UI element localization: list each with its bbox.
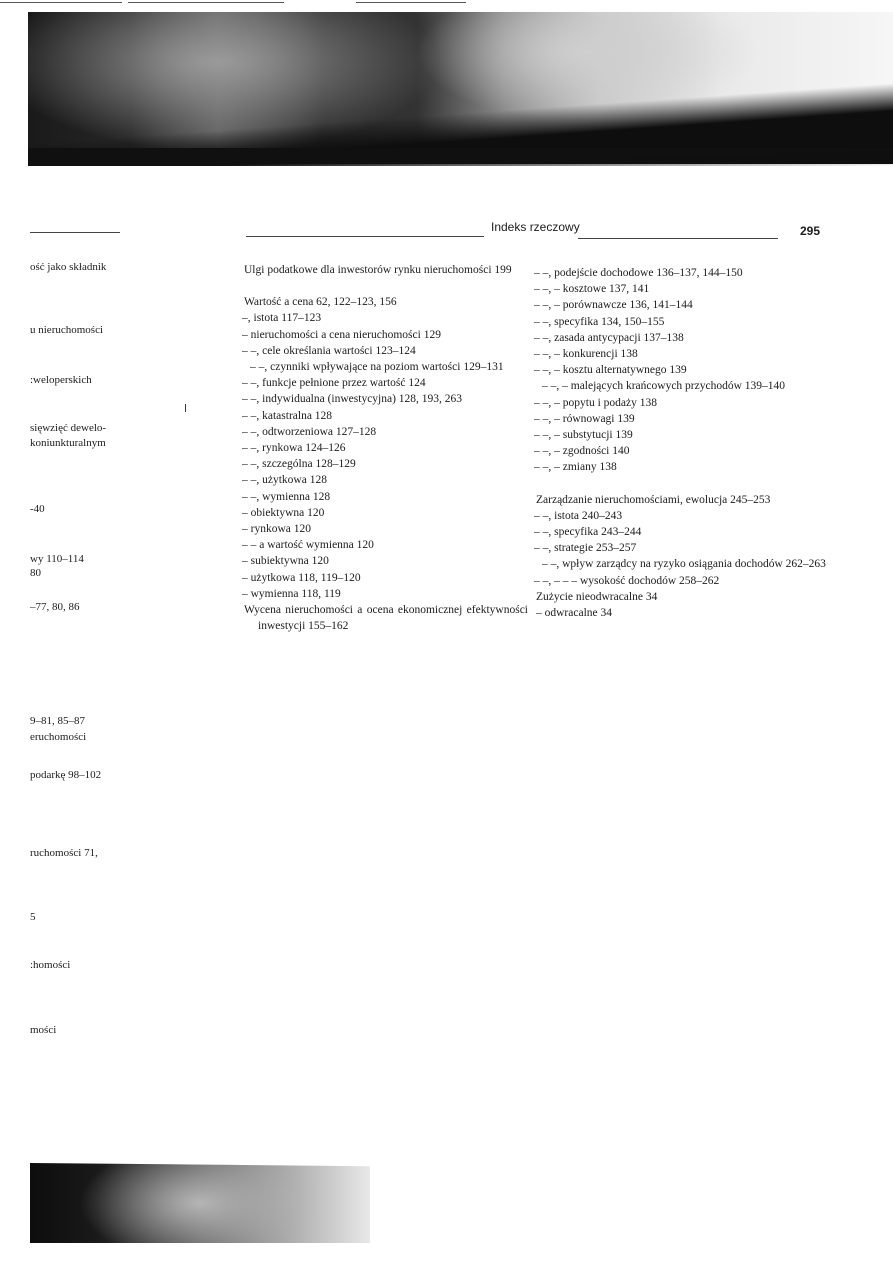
index-entry: – rynkowa 120 xyxy=(242,523,311,536)
index-entry: – –, odtworzeniowa 127–128 xyxy=(242,425,377,438)
index-entry: – –, funkcje pełnione przez wartość 124 xyxy=(242,377,426,390)
index-entry: Wartość a cena 62, 122–123, 156 xyxy=(244,296,397,309)
index-entry: – –, – równowagi 139 xyxy=(534,412,635,425)
index-entry: – –, – kosztowe 137, 141 xyxy=(534,283,650,296)
index-entry: – –, użytkowa 128 xyxy=(242,474,327,487)
fragment-line: :weloperskich xyxy=(30,374,92,386)
index-entry: – –, – kosztu alternatywnego 139 xyxy=(534,364,687,377)
fragment-line: eruchomości xyxy=(30,731,87,743)
index-entry: – –, – zgodności 140 xyxy=(534,445,630,458)
fragment-line: koniunkturalnym xyxy=(30,437,106,449)
scan-shadow-bottom xyxy=(30,1163,370,1243)
index-entry: – –, – popytu i podaży 138 xyxy=(534,396,657,409)
fragment-line: ruchomości 71, xyxy=(30,847,98,859)
index-entry: – –, specyfika 134, 150–155 xyxy=(534,315,665,328)
index-column-middle xyxy=(244,262,528,634)
index-entry: Ulgi podatkowe dla inwestorów rynku nieruchomości 199 xyxy=(244,264,512,276)
index-entry: – –, – konkurencji 138 xyxy=(534,348,638,361)
stray-mark xyxy=(185,404,186,412)
index-entry: – –, – substytucji 139 xyxy=(534,429,633,442)
header-rule-center xyxy=(246,236,484,237)
index-entry: – –, wpływ zarządcy na ryzyko osiągania dochodów 262–263 xyxy=(542,558,826,571)
index-entry: – –, – zmiany 138 xyxy=(534,461,617,474)
fragment-line: –77, 80, 86 xyxy=(30,601,80,613)
running-title: Indeks rzeczowy xyxy=(491,220,580,234)
index-entry: – –, indywidualna (inwestycyjna) 128, 193, 263 xyxy=(242,393,463,406)
fragment-line: wy 110–114 xyxy=(30,553,84,565)
index-entry: – użytkowa 118, 119–120 xyxy=(242,571,361,584)
fragment-line: 9–81, 85–87 xyxy=(30,715,85,727)
index-entry: – obiektywna 120 xyxy=(242,506,325,519)
scan-shadow-top xyxy=(28,12,893,164)
index-entry: – –, rynkowa 124–126 xyxy=(242,442,346,455)
index-entry: – subiektywna 120 xyxy=(242,555,329,568)
index-entry: – –, istota 240–243 xyxy=(534,509,623,522)
fragment-line: mości xyxy=(30,1024,57,1036)
index-entry: – –, szczególna 128–129 xyxy=(242,458,356,471)
index-entry: – –, cele określania wartości 123–124 xyxy=(242,344,416,357)
index-entry: – –, katastralna 128 xyxy=(242,409,333,422)
index-entry: – –, – malejących krańcowych przychodów 139–140 xyxy=(542,380,786,393)
scan-edge-line xyxy=(128,2,284,3)
fragment-line: :homości xyxy=(30,959,71,971)
index-entry: – –, – – – wysokość dochodów 258–262 xyxy=(534,574,720,587)
index-entry: – –, czynniki wpływające na poziom wartości 129–131 xyxy=(250,361,504,374)
fragment-line: sięwzięć dewelo- xyxy=(30,422,107,434)
scan-edge-line xyxy=(0,2,122,3)
index-entry: – –, – porównawcze 136, 141–144 xyxy=(534,299,693,312)
index-entry: Zarządzanie nieruchomościami, ewolucja 245–253 xyxy=(536,493,771,506)
fragment-line: ość jako składnik xyxy=(30,261,107,273)
index-entry: – wymienna 118, 119 xyxy=(242,587,341,600)
index-entry: –, istota 117–123 xyxy=(242,312,322,325)
index-entry: Zużycie nieodwracalne 34 xyxy=(536,590,658,603)
index-entry: – –, wymienna 128 xyxy=(242,490,331,503)
index-column-right xyxy=(536,265,836,621)
header-rule-left xyxy=(30,232,120,233)
index-entry: – –, strategie 253–257 xyxy=(534,542,637,555)
page-number: 295 xyxy=(800,224,821,238)
index-entry: – –, specyfika 243–244 xyxy=(534,526,642,539)
scan-edge-line xyxy=(356,2,466,3)
fragment-line: podarkę 98–102 xyxy=(30,769,102,781)
fragment-line: 80 xyxy=(30,567,41,579)
fragment-line: u nieruchomości xyxy=(30,324,104,336)
scan-shadow-top-edge xyxy=(28,148,893,166)
index-entry: – nieruchomości a cena nieruchomości 129 xyxy=(242,328,441,341)
index-entry: – – a wartość wymienna 120 xyxy=(242,539,374,552)
index-entry: – odwracalne 34 xyxy=(536,607,612,620)
index-entry: – –, podejście dochodowe 136–137, 144–150 xyxy=(534,267,743,279)
header-rule-right xyxy=(578,238,778,239)
index-entry: Wycena nieruchomości a ocena ekonomicznej efektywności inwestycji 155–162 xyxy=(244,604,528,633)
fragment-line: -40 xyxy=(30,503,45,515)
index-entry: – –, zasada antycypacji 137–138 xyxy=(534,331,684,344)
fragment-line: 5 xyxy=(30,911,36,923)
